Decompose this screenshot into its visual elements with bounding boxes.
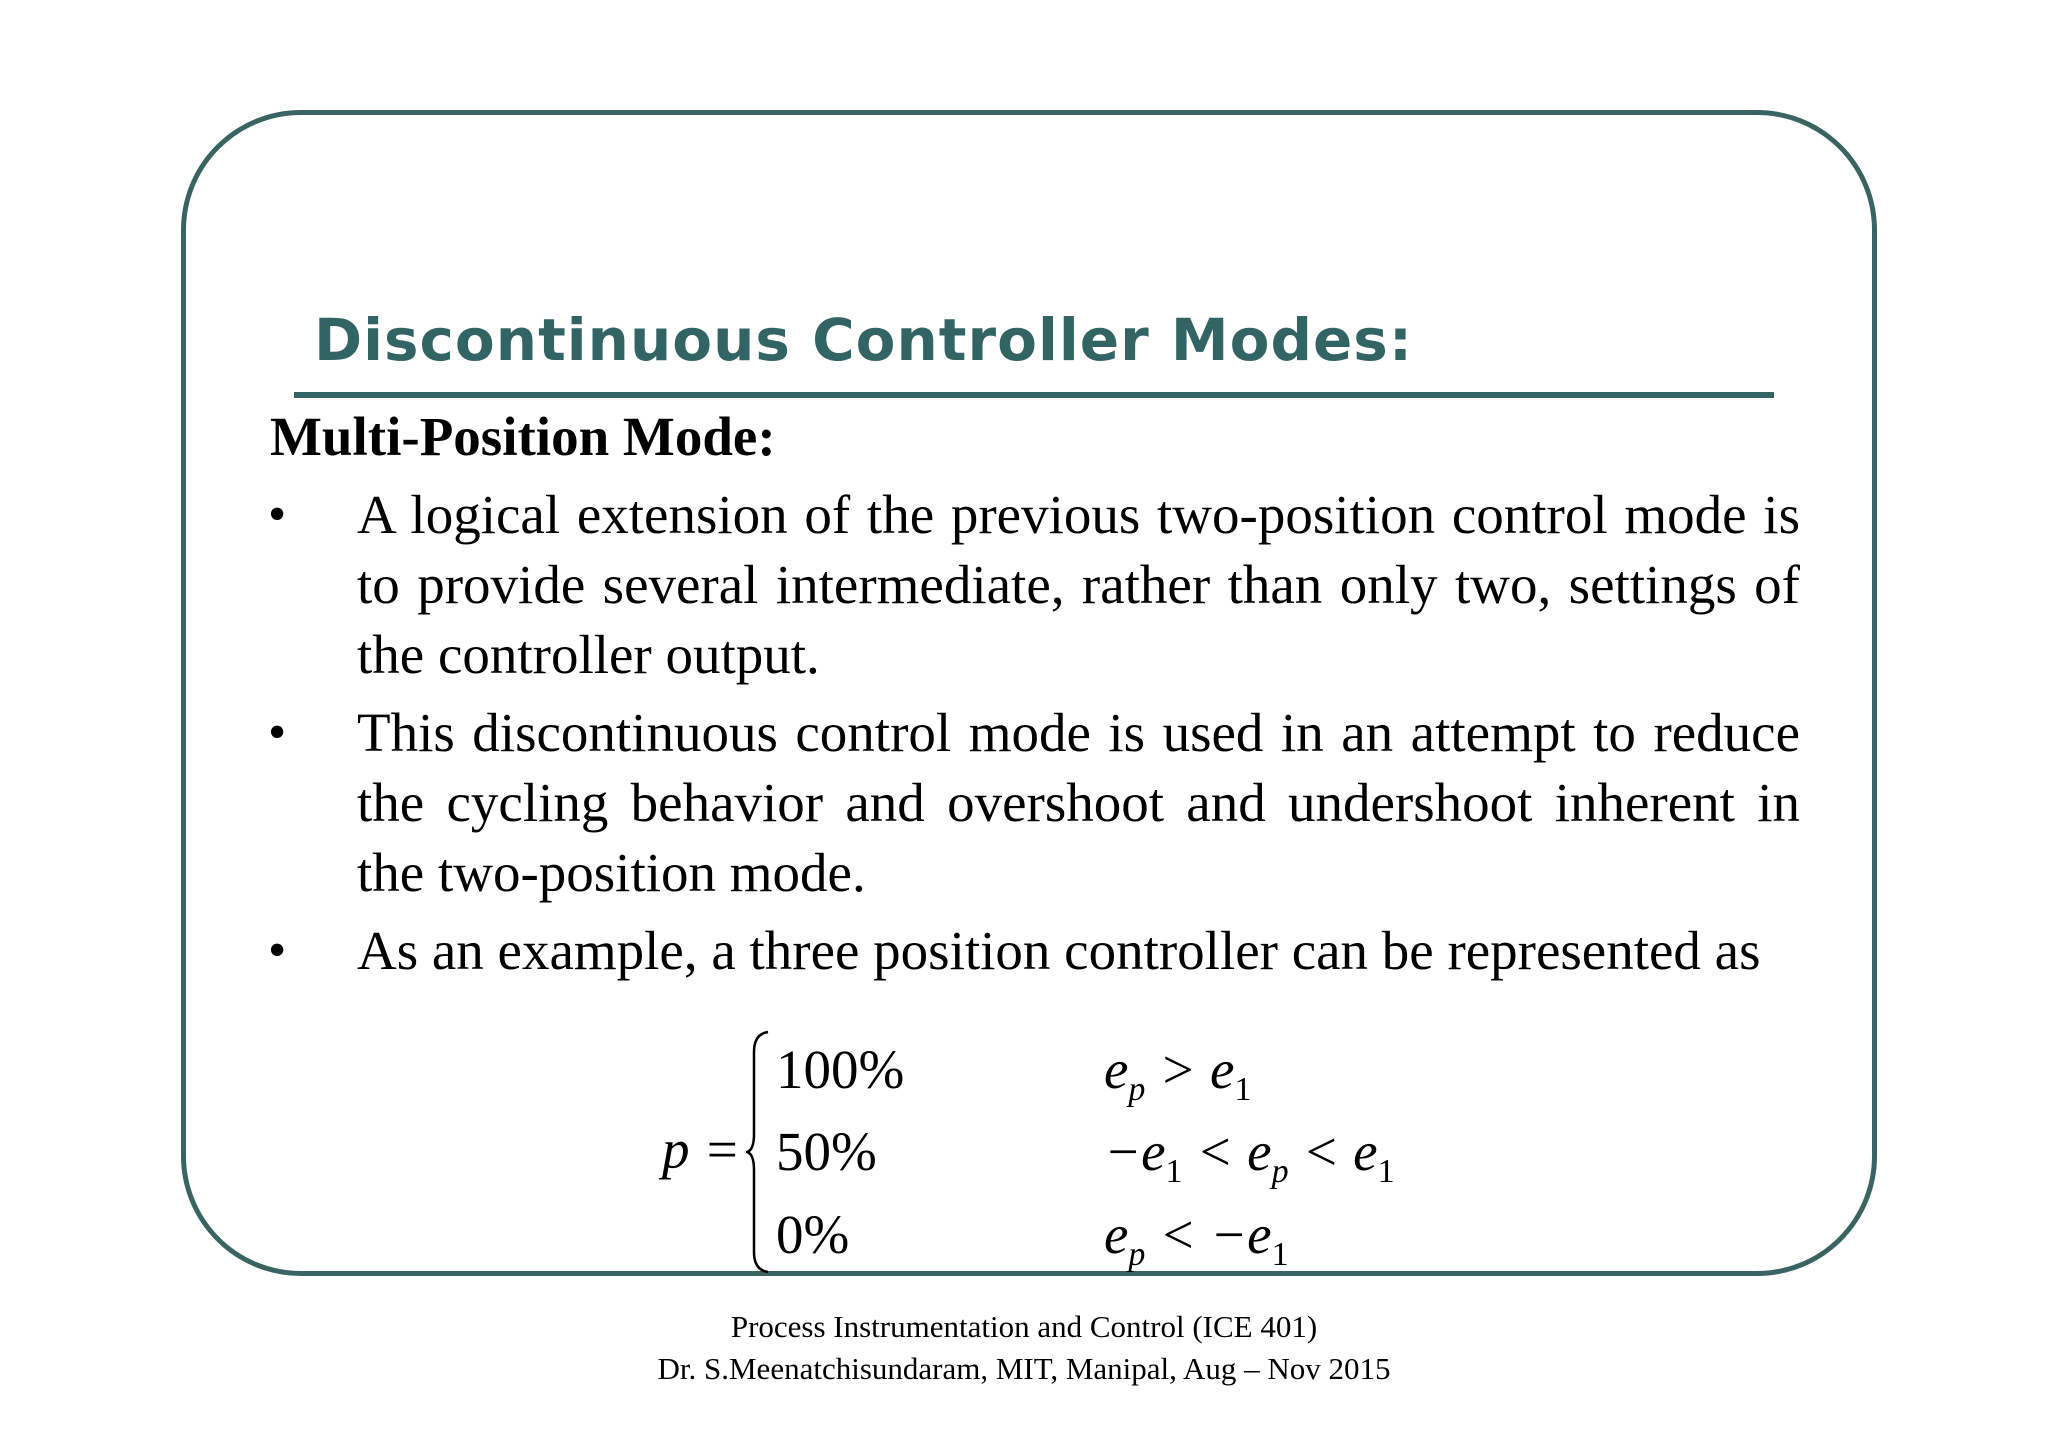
footer-course: Process Instrumentation and Control (ICE 401) <box>730 1309 1318 1344</box>
bullet-item <box>262 916 1800 986</box>
piecewise-equation <box>650 1030 1450 1275</box>
bullet-item <box>262 698 1800 908</box>
footer-author: Dr. S.Meenatchisundaram, MIT, Manipal, Aug – Nov 2015 <box>657 1351 1391 1386</box>
bullet-icon: • <box>268 704 287 761</box>
section-heading: Multi-Position Mode: <box>270 406 776 467</box>
case-condition: $-e_1 < e_p < e_1$ <box>1104 1121 1395 1190</box>
case-value: 0% <box>776 1204 850 1265</box>
left-brace-icon <box>746 1030 770 1274</box>
bullet-text: A logical extension of the previous two-position control mode is to provide several intermediate, rather than only two, settings of the controller output. <box>357 484 1800 685</box>
title-underline <box>294 392 1774 398</box>
bullet-text: As an example, a three position controller can be represented as <box>357 920 1761 981</box>
case-value: 50% <box>776 1121 877 1182</box>
bullet-text: This discontinuous control mode is used in an attempt to reduce the cycling behavior and overshoot and undershoot inherent in the two-position mode. <box>357 702 1800 903</box>
equation-lhs-text: p = <box>662 1119 741 1180</box>
slide-title: Discontinuous Controller Modes: <box>314 306 1414 374</box>
case-condition: $e_p < -e_1$ <box>1104 1204 1289 1273</box>
equation-lhs <box>662 1118 740 1181</box>
case-condition: $e_p > e_1$ <box>1104 1039 1252 1108</box>
bullet-icon: • <box>268 922 287 979</box>
bullet-list <box>262 480 1800 994</box>
slide-footer <box>0 1306 2048 1390</box>
case-value: 100% <box>776 1039 905 1100</box>
bullet-item <box>262 480 1800 690</box>
bullet-icon: • <box>268 486 287 543</box>
